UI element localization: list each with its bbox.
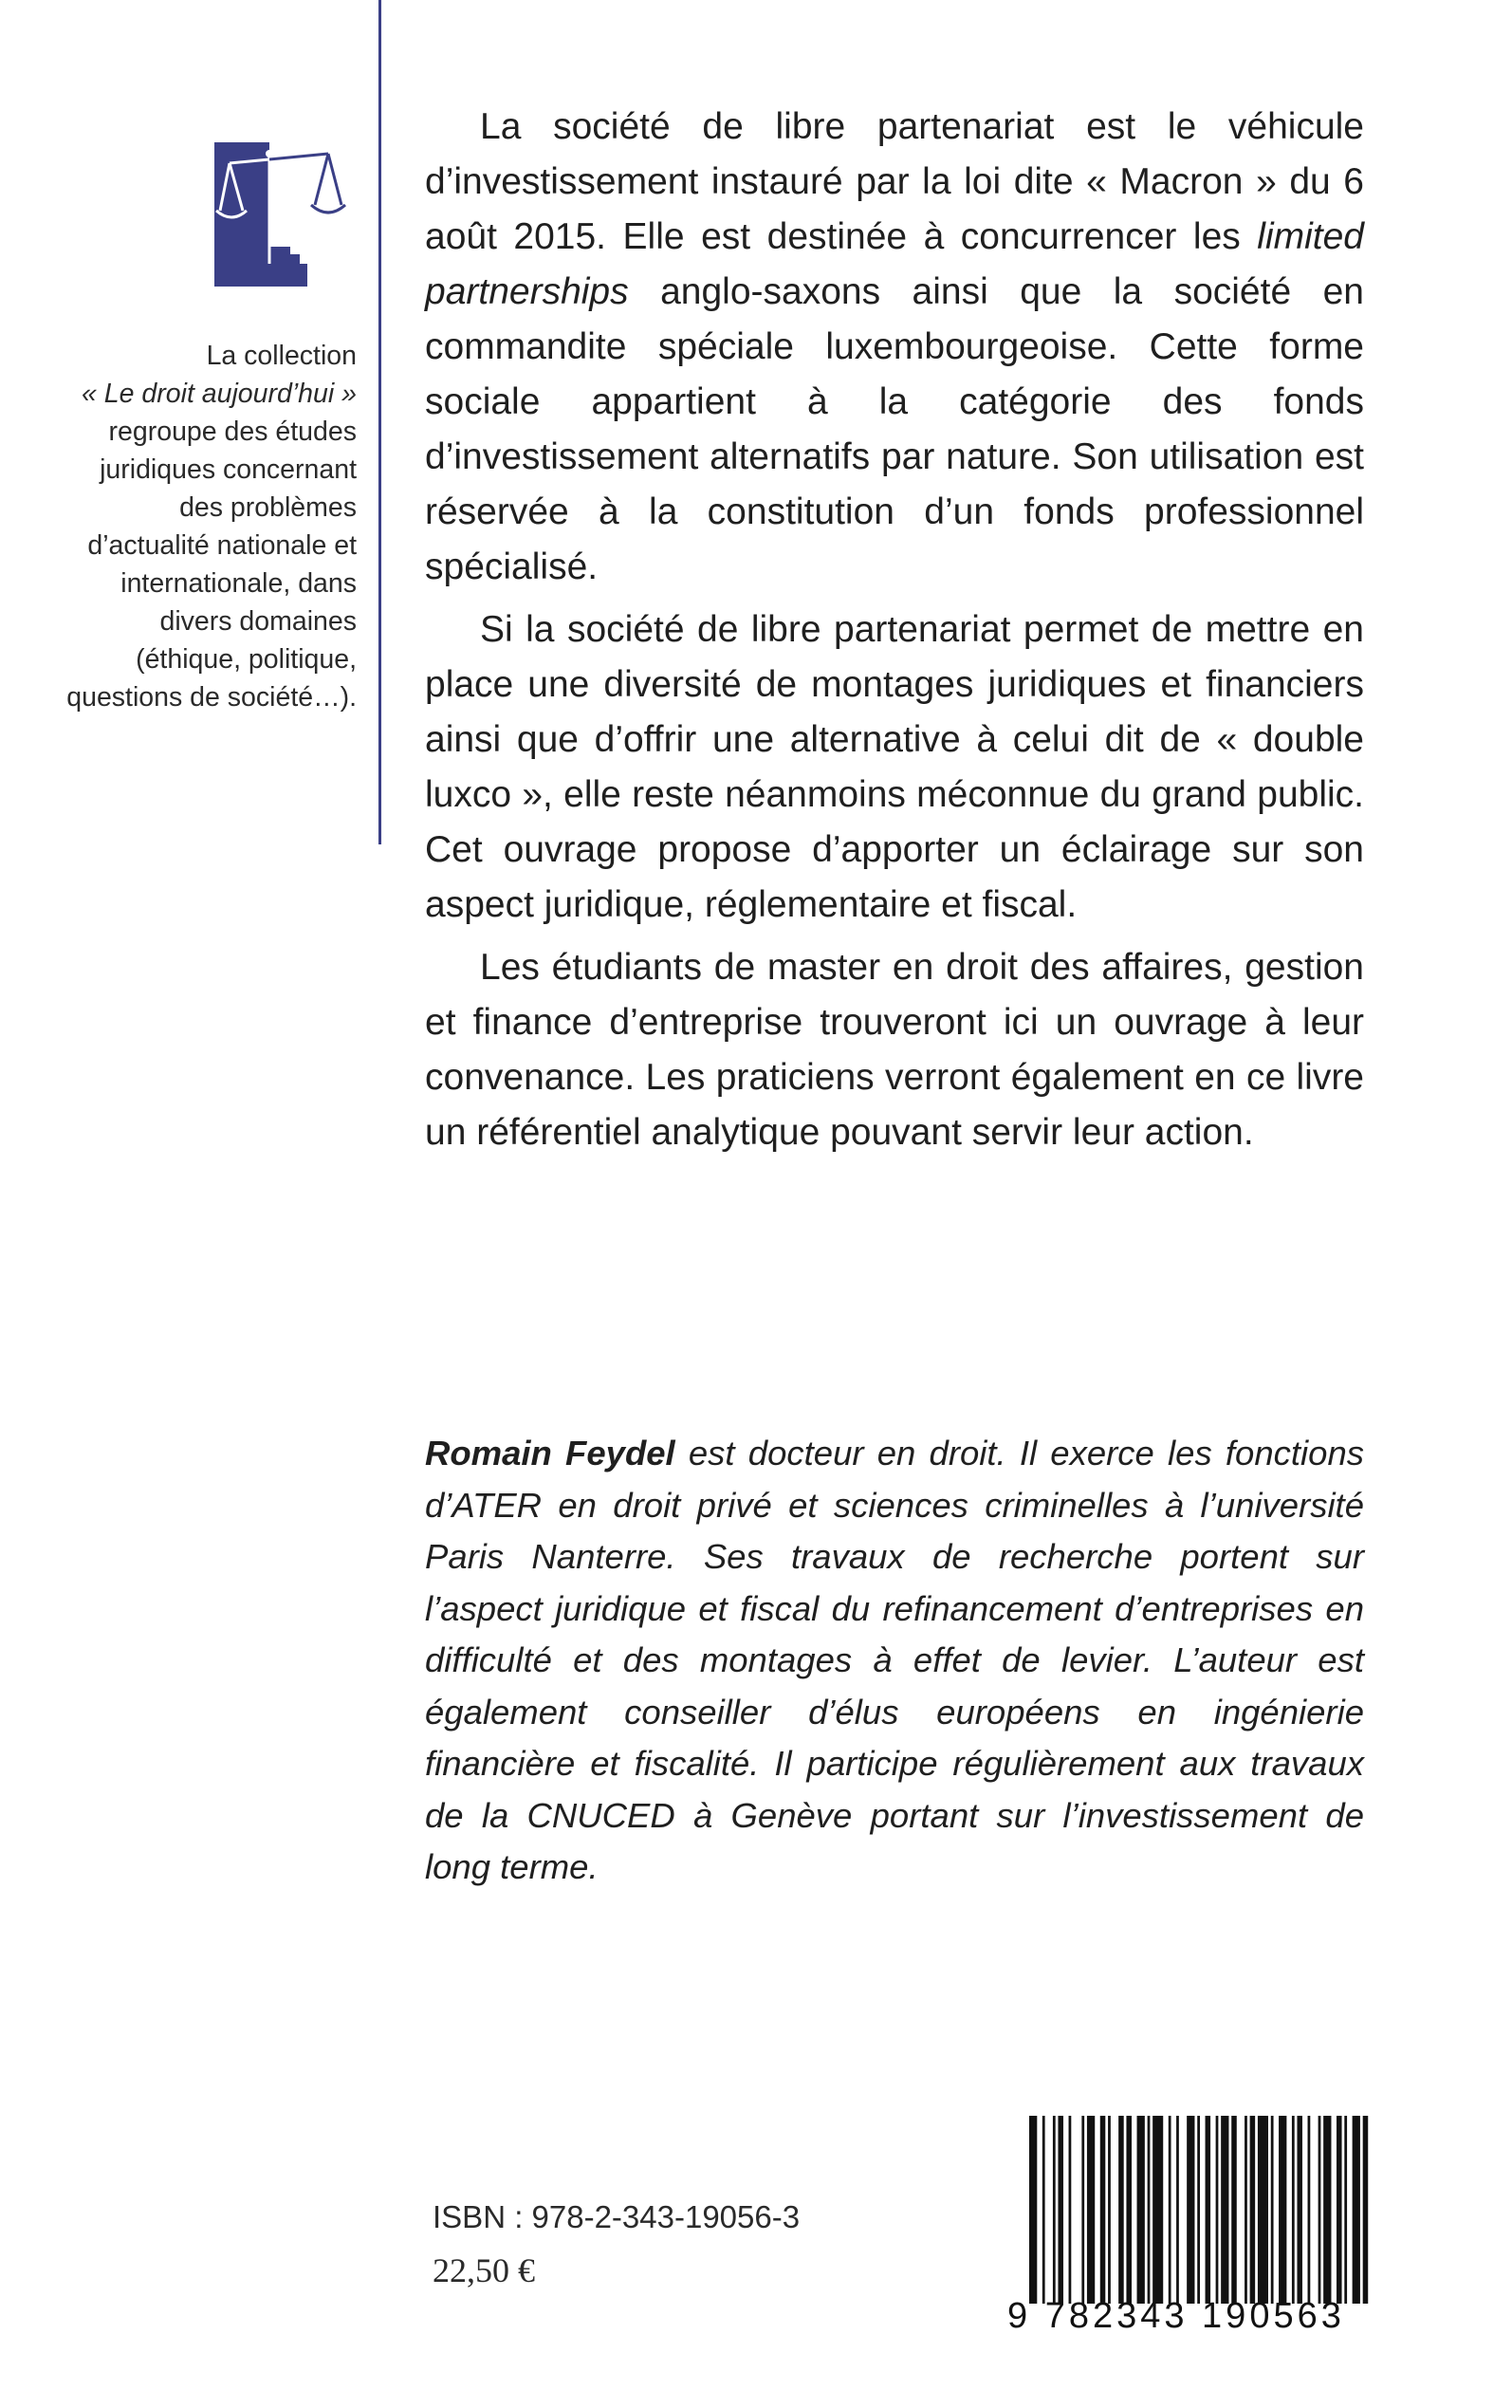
barcode-bar bbox=[1221, 2116, 1228, 2304]
barcode-bar bbox=[1363, 2116, 1369, 2304]
barcode-bar bbox=[1206, 2116, 1211, 2304]
barcode-image bbox=[1029, 2116, 1371, 2304]
barcode-bar bbox=[1176, 2116, 1179, 2304]
barcode-bar bbox=[1137, 2116, 1145, 2304]
back-cover-summary bbox=[425, 100, 1364, 1160]
barcode-bar bbox=[1353, 2116, 1360, 2304]
barcode-bar bbox=[1126, 2116, 1132, 2304]
barcode-bar bbox=[1058, 2116, 1063, 2304]
barcode-bar bbox=[1337, 2116, 1342, 2304]
barcode-bar bbox=[1216, 2116, 1219, 2304]
barcode-bar bbox=[1081, 2116, 1084, 2304]
scales-of-justice-icon bbox=[214, 142, 357, 287]
barcode-digits: 9 782343 190563 bbox=[1007, 2296, 1345, 2336]
barcode-bar bbox=[1318, 2116, 1321, 2304]
barcode-bar bbox=[1169, 2116, 1171, 2304]
barcode-bar bbox=[1100, 2116, 1106, 2304]
barcode-bar bbox=[1292, 2116, 1295, 2304]
barcode-bar bbox=[1197, 2116, 1200, 2304]
summary-paragraph-3: Les étudiants de master en droit des affaires, gestion et finance d’entreprise trouveront ici un ouvrage à leur convenance. Les praticiens verront également en ce livre un référentiel analytique pouvant servir leur action. bbox=[425, 947, 1364, 1153]
barcode-bar bbox=[1042, 2116, 1045, 2304]
author-bio bbox=[425, 1428, 1364, 1894]
barcode-bar bbox=[1029, 2116, 1037, 2304]
barcode-bar bbox=[1187, 2116, 1194, 2304]
barcode-bar bbox=[1323, 2116, 1331, 2304]
collection-prefix: La collection bbox=[206, 341, 357, 371]
barcode-bar bbox=[1152, 2116, 1163, 2304]
barcode-bar bbox=[1118, 2116, 1124, 2304]
barcode-bar bbox=[1279, 2116, 1286, 2304]
summary-paragraph-2: Si la société de libre partenariat permet de mettre en place une diversité de montages juridiques et financiers ainsi que d’offrir une alternative à celui dit de « double luxco », elle reste néanmoins méconnue du grand public. Cet ouvrage propose d’apporter un éclairage sur son aspect juridique, réglementaire et fiscal. bbox=[425, 609, 1364, 925]
barcode-bar bbox=[1087, 2116, 1095, 2304]
italic-term: limited partnerships bbox=[425, 216, 1364, 312]
barcode-bar bbox=[1108, 2116, 1111, 2304]
author-name: Romain Feydel bbox=[425, 1434, 675, 1473]
vertical-divider bbox=[378, 0, 381, 844]
barcode-bar bbox=[1344, 2116, 1347, 2304]
barcode-bar bbox=[1297, 2116, 1302, 2304]
isbn-label: ISBN : 978-2-343-19056-3 bbox=[433, 2199, 801, 2234]
barcode-bar bbox=[1069, 2116, 1072, 2304]
barcode-bar bbox=[1231, 2116, 1237, 2304]
barcode-bar bbox=[1245, 2116, 1247, 2304]
author-bio-text: est docteur en droit. Il exerce les fonctions d’ATER en droit privé et sciences criminelles à l’université Paris Nanterre. Ses travaux de recherche portent sur l’aspect juridique et fiscal du refinancement d’entreprises en difficulté et des montages à effet de levier. L’auteur est également conseiller d’élus européens en ingénierie financière et fiscalité. Il participe régulièrement aux travaux de la CNUCED à Genève portant sur l’investissement de long terme. bbox=[425, 1434, 1365, 1886]
price-label: 22,50 € bbox=[433, 2251, 535, 2289]
collection-sidebar bbox=[57, 337, 357, 716]
barcode-bar bbox=[1258, 2116, 1268, 2304]
barcode-bar bbox=[1271, 2116, 1274, 2304]
barcode-bar bbox=[1148, 2116, 1151, 2304]
collection-description: regroupe des études juridiques concernant des problèmes d’actualité nationale et internationale, dans divers domaines (éthique, politique, questions de société…). bbox=[66, 417, 357, 713]
barcode-bar bbox=[1250, 2116, 1256, 2304]
barcode-bar bbox=[1308, 2116, 1311, 2304]
summary-paragraph-1: La société de libre partenariat est le véhicule d’investissement instauré par la loi dite « Macron » du 6 août 2015. Elle est destinée à concurrencer les limited partnerships anglo-saxons ainsi que la société en commandite spéciale luxembourgeoise. Cette forme sociale appartient à la catégorie des fonds d’investissement alternatifs par nature. Son utilisation est réservée à la constitution d’un fonds professionnel spécialisé. bbox=[425, 106, 1364, 587]
barcode-bar bbox=[1053, 2116, 1056, 2304]
collection-name: « Le droit aujourd’hui » bbox=[82, 379, 357, 409]
